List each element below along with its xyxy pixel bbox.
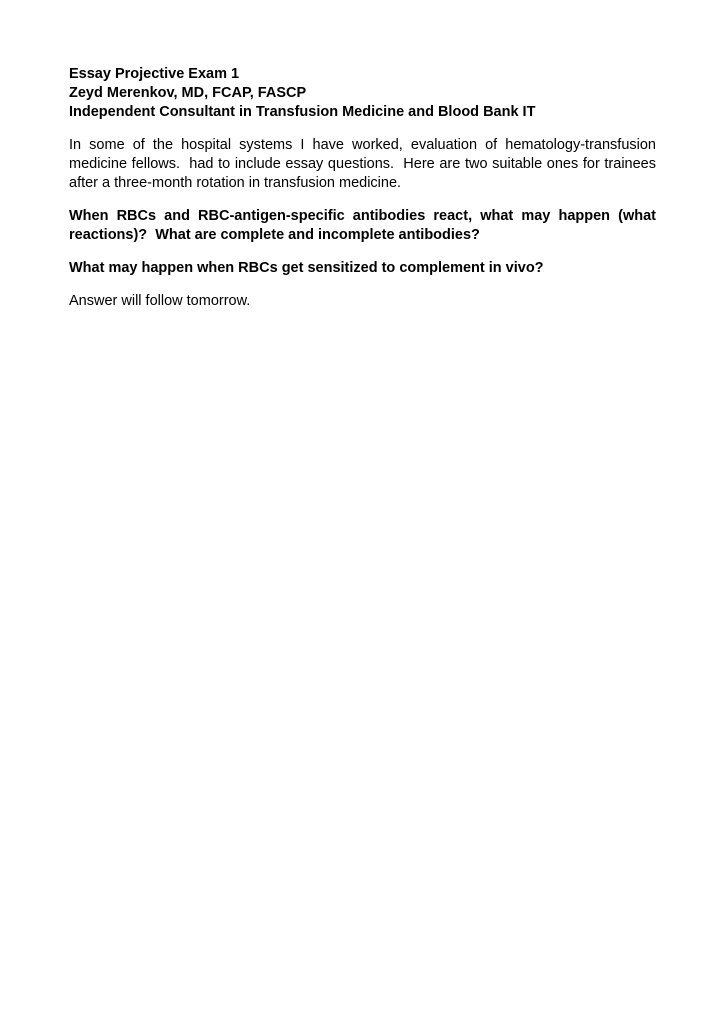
document-author: Zeyd Merenkov, MD, FCAP, FASCP [69, 85, 307, 101]
essay-question-2: What may happen when RBCs get sensitized to complement in vivo? [69, 260, 544, 276]
document-heading [69, 65, 656, 122]
essay-question-1: When RBCs and RBC-antigen-specific antibodies react, what may happen (what reactions)? What are complete and incomplete antibodies? [69, 208, 661, 243]
document-title: Essay Projective Exam 1 [69, 66, 240, 82]
closing-note: Answer will follow tomorrow. [69, 293, 251, 309]
document-author-affiliation: Independent Consultant in Transfusion Medicine and Blood Bank IT [69, 104, 536, 120]
intro-paragraph: In some of the hospital systems I have worked, evaluation of hematology-transfusion medicine fellows. had to include essay questions. Here are two suitable ones for trainees after a three-month rotation in transfusion medicine. [69, 137, 661, 191]
